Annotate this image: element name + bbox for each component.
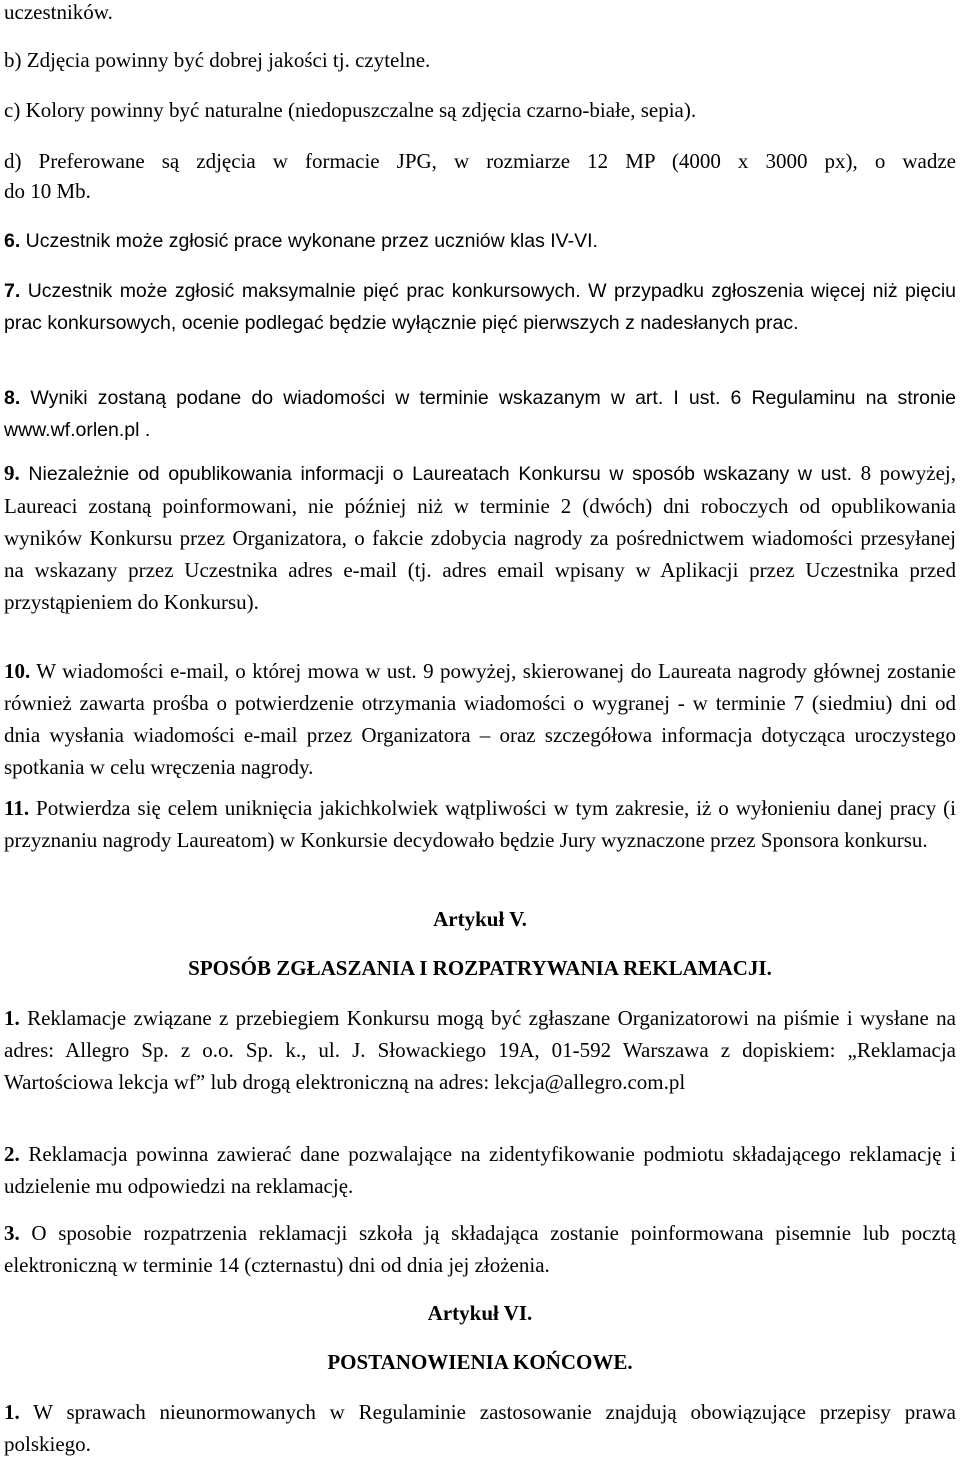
article-5-paragraph-3: [4, 1217, 956, 1281]
article-5-heading: Artykuł V.: [433, 907, 527, 931]
paragraph-number: 10.: [4, 659, 31, 683]
paragraph-number: 11.: [4, 796, 30, 820]
paragraph-text-part2: 8 powyżej, Laureaci zostaną poinformowani, nie później niż w terminie 2 (dwóch) dni roboczych od opublikowania wyników Konkursu przez Organizatora, o fakcie zdobycia nagrody za pośrednictwem wiadomości przesyłanej na wskazany przez Uczestnika adres e-mail (tj. adres email wpisany w Aplikacji przez Uczestnika przed przystąpieniem do Konkursu).: [4, 461, 956, 614]
item-c: c) Kolory powinny być naturalne (niedopuszczalne są zdjęcia czarno-białe, sepia).: [4, 98, 697, 122]
paragraph-number: 8.: [4, 387, 21, 409]
paragraph-text: W sprawach nieunormowanych w Regulaminie zastosowanie znajdują obowiązujące przepisy prawa polskiego.: [4, 1400, 956, 1456]
article-6-heading: Artykuł VI.: [427, 1301, 533, 1325]
paragraph-text: Wyniki zostaną podane do wiadomości w terminie wskazanym w art. I ust. 6 Regulaminu na stronie www.wf.orlen.pl .: [4, 387, 956, 441]
paragraph-text: Uczestnik może zgłosić prace wykonane przez uczniów klas IV-VI.: [20, 230, 598, 252]
paragraph-number: 1.: [4, 1400, 20, 1424]
paragraph-number: 2.: [4, 1142, 20, 1166]
article-5-subheading: SPOSÓB ZGŁASZANIA I ROZPATRYWANIA REKLAMACJI.: [188, 956, 772, 980]
paragraph-text: Reklamacja powinna zawierać dane pozwalające na zidentyfikowanie podmiotu składającego reklamację i udzielenie mu odpowiedzi na reklamację.: [4, 1142, 956, 1198]
paragraph-number: 6.: [4, 230, 21, 252]
paragraph-7: [4, 275, 956, 339]
paragraph-10: [4, 655, 956, 783]
paragraph-9: [4, 457, 956, 618]
item-d-line2: do 10 Mb.: [4, 179, 91, 203]
paragraph-text-part1: Niezależnie od opublikowania informacji o Laureatach Konkursu w sposób wskazany w ust.: [19, 463, 853, 485]
paragraph-text: Reklamacje związane z przebiegiem Konkursu mogą być zgłaszane Organizatorowi na piśmie i wysłane na adres: Allegro Sp. z o.o. Sp. k., ul. J. Słowackiego 19A, 01-592 Warszawa z dopiskiem: „Reklamacja Wartościowa lekcja wf” lub drogą elektroniczną na adres: lekcja@allegro.com.pl: [4, 1006, 956, 1094]
item-b: b) Zdjęcia powinny być dobrej jakości tj. czytelne.: [4, 48, 431, 72]
paragraph-text: Uczestnik może zgłosić maksymalnie pięć prac konkursowych. W przypadku zgłoszenia więcej niż pięciu prac konkursowych, ocenie podlegać będzie wyłącznie pięć pierwszych z nadesłanych prac.: [4, 280, 956, 334]
paragraph-8: [4, 382, 956, 446]
paragraph-text: O sposobie rozpatrzenia reklamacji szkoła ją składająca zostanie poinformowana pisemnie lub pocztą elektroniczną w terminie 14 (czternastu) dni od dnia jej złożenia.: [4, 1221, 956, 1277]
text-line: uczestników.: [4, 0, 113, 24]
article-6-paragraph-1: [4, 1396, 956, 1460]
paragraph-number: 9.: [4, 461, 20, 485]
article-5-paragraph-1: [4, 1002, 956, 1098]
paragraph-6: [4, 225, 956, 257]
paragraph-number: 1.: [4, 1006, 20, 1030]
article-5-paragraph-2: [4, 1138, 956, 1202]
paragraph-text: W wiadomości e-mail, o której mowa w ust. 9 powyżej, skierowanej do Laureata nagrody głównej zostanie również zawarta prośba o potwierdzenie otrzymania wiadomości o wygranej - w terminie 7 (siedmiu) dni od dnia wysłania wiadomości e-mail przez Organizatora – oraz szczegółowa informacja dotycząca uroczystego spotkania w celu wręczenia nagrody.: [4, 659, 956, 779]
item-d-line1: d) Preferowane są zdjęcia w formacie JPG, w rozmiarze 12 MP (4000 x 3000 px), o wadze: [4, 149, 956, 173]
paragraph-number: 3.: [4, 1221, 20, 1245]
paragraph-text: Potwierdza się celem uniknięcia jakichkolwiek wątpliwości w tym zakresie, iż o wyłonieniu danej pracy (i przyznaniu nagrody Laureatom) w Konkursie decydowało będzie Jury wyznaczone przez Sponsora konkursu.: [4, 796, 956, 852]
paragraph-number: 7.: [4, 280, 21, 302]
article-6-subheading: POSTANOWIENIA KOŃCOWE.: [327, 1350, 633, 1374]
paragraph-11: [4, 792, 956, 856]
